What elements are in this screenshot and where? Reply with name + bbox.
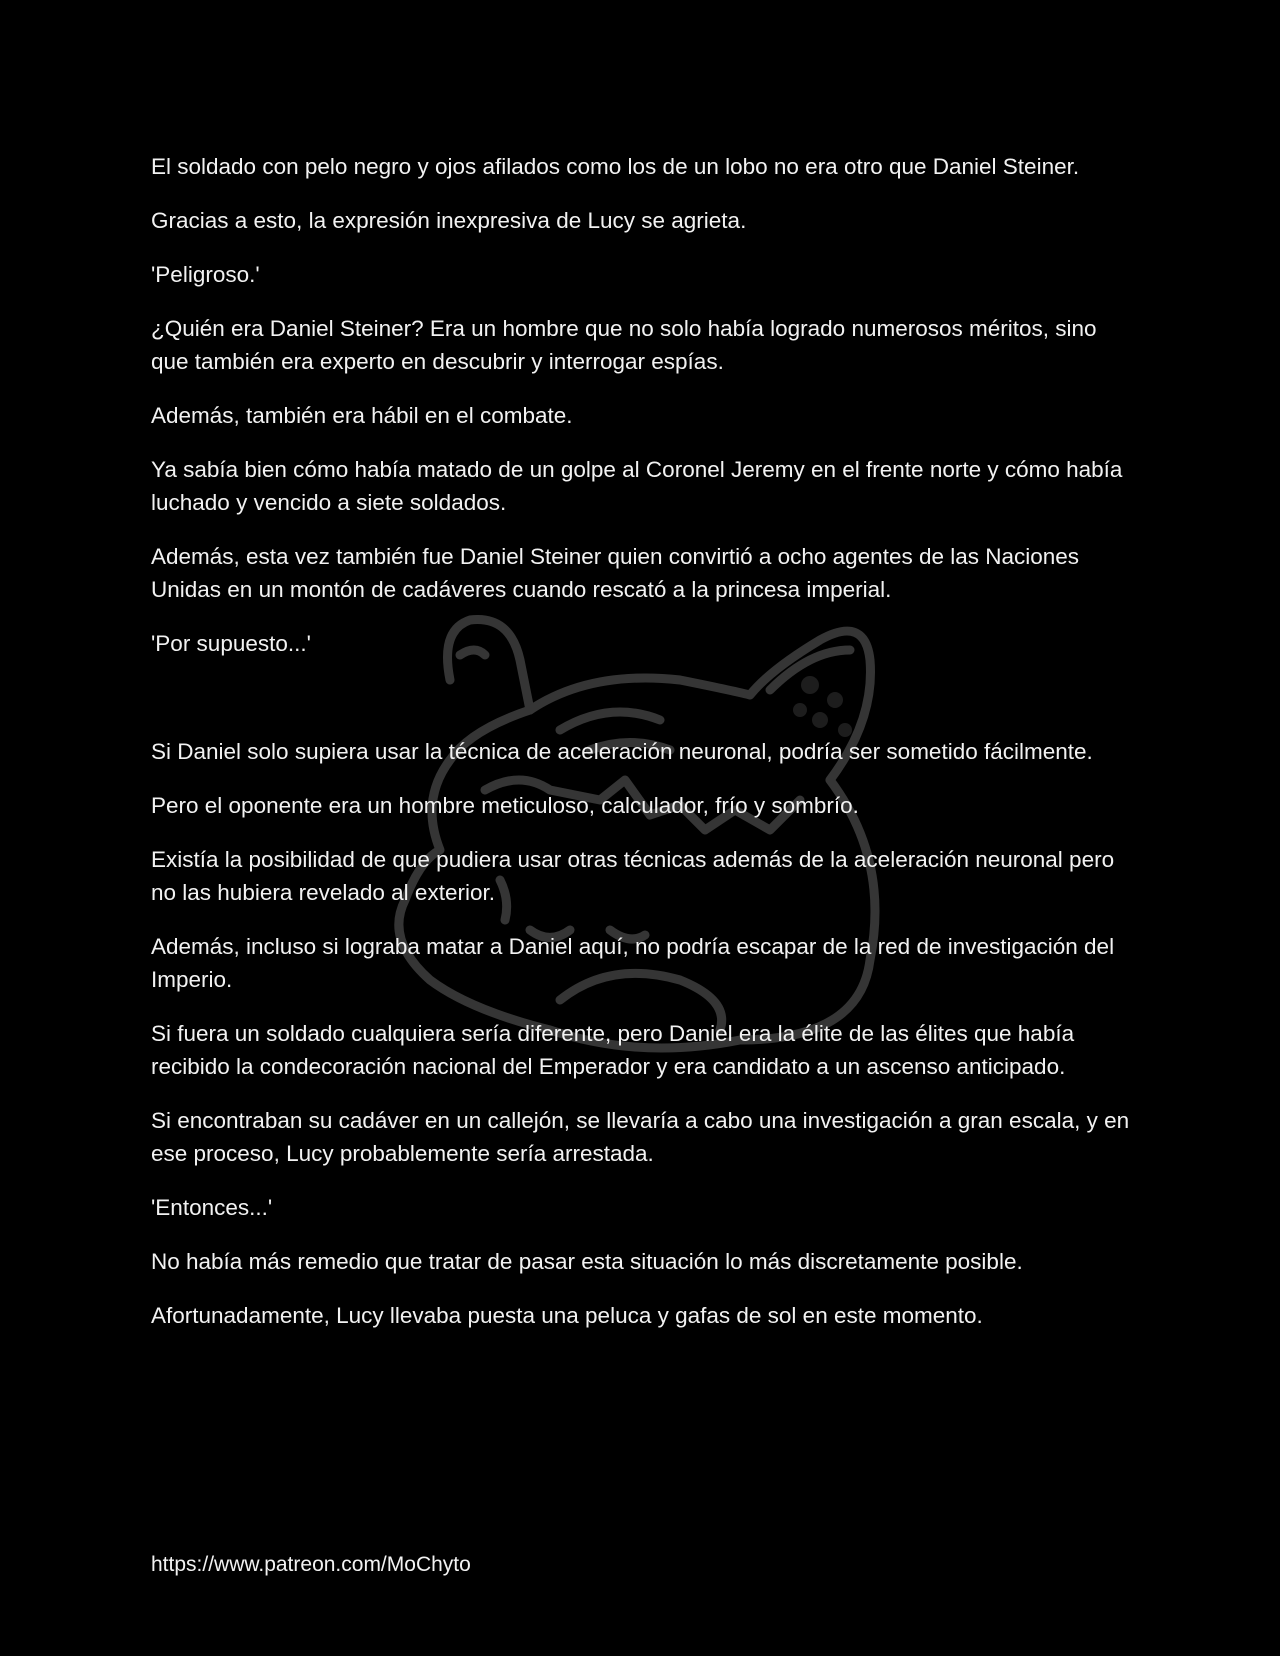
paragraph: Ya sabía bien cómo había matado de un golpe al Coronel Jeremy en el frente norte y cómo había luchado y vencido a siete soldados. xyxy=(151,457,1123,515)
paragraph: 'Peligroso.' xyxy=(151,262,260,287)
chapter-text xyxy=(151,150,1131,1353)
paragraph: Además, también era hábil en el combate. xyxy=(151,403,573,428)
paragraph: El soldado con pelo negro y ojos afilados como los de un lobo no era otro que Daniel Steiner. xyxy=(151,154,1080,179)
paragraph: Afortunadamente, Lucy llevaba puesta una peluca y gafas de sol en este momento. xyxy=(151,1303,983,1328)
paragraph: Si Daniel solo supiera usar la técnica de aceleración neuronal, podría ser sometido fácilmente. xyxy=(151,739,1093,764)
paragraph: Si fuera un soldado cualquiera sería diferente, pero Daniel era la élite de las élites que había recibido la condecoración nacional del Emperador y era candidato a un ascenso anticipado. xyxy=(151,1021,1075,1079)
paragraph: No había más remedio que tratar de pasar esta situación lo más discretamente posible. xyxy=(151,1249,1023,1274)
section-break xyxy=(151,681,1131,735)
paragraph: Además, incluso si lograba matar a Daniel aquí, no podría escapar de la red de investigación del Imperio. xyxy=(151,934,1115,992)
patreon-link[interactable]: https://www.patreon.com/MoChyto xyxy=(151,1553,471,1576)
paragraph: Gracias a esto, la expresión inexpresiva de Lucy se agrieta. xyxy=(151,208,747,233)
paragraph: ¿Quién era Daniel Steiner? Era un hombre que no solo había logrado numerosos méritos, sino que también era experto en descubrir y interrogar espías. xyxy=(151,316,1097,374)
paragraph: Pero el oponente era un hombre meticuloso, calculador, frío y sombrío. xyxy=(151,793,859,818)
paragraph: Además, esta vez también fue Daniel Steiner quien convirtió a ocho agentes de las Naciones Unidas en un montón de cadáveres cuando rescató a la princesa imperial. xyxy=(151,544,1080,602)
paragraph: 'Entonces...' xyxy=(151,1195,273,1220)
paragraph: Existía la posibilidad de que pudiera usar otras técnicas además de la aceleración neuronal pero no las hubiera revelado al exterior. xyxy=(151,847,1115,905)
paragraph: 'Por supuesto...' xyxy=(151,631,311,656)
paragraph: Si encontraban su cadáver en un callejón, se llevaría a cabo una investigación a gran escala, y en ese proceso, Lucy probablemente sería arrestada. xyxy=(151,1108,1130,1166)
